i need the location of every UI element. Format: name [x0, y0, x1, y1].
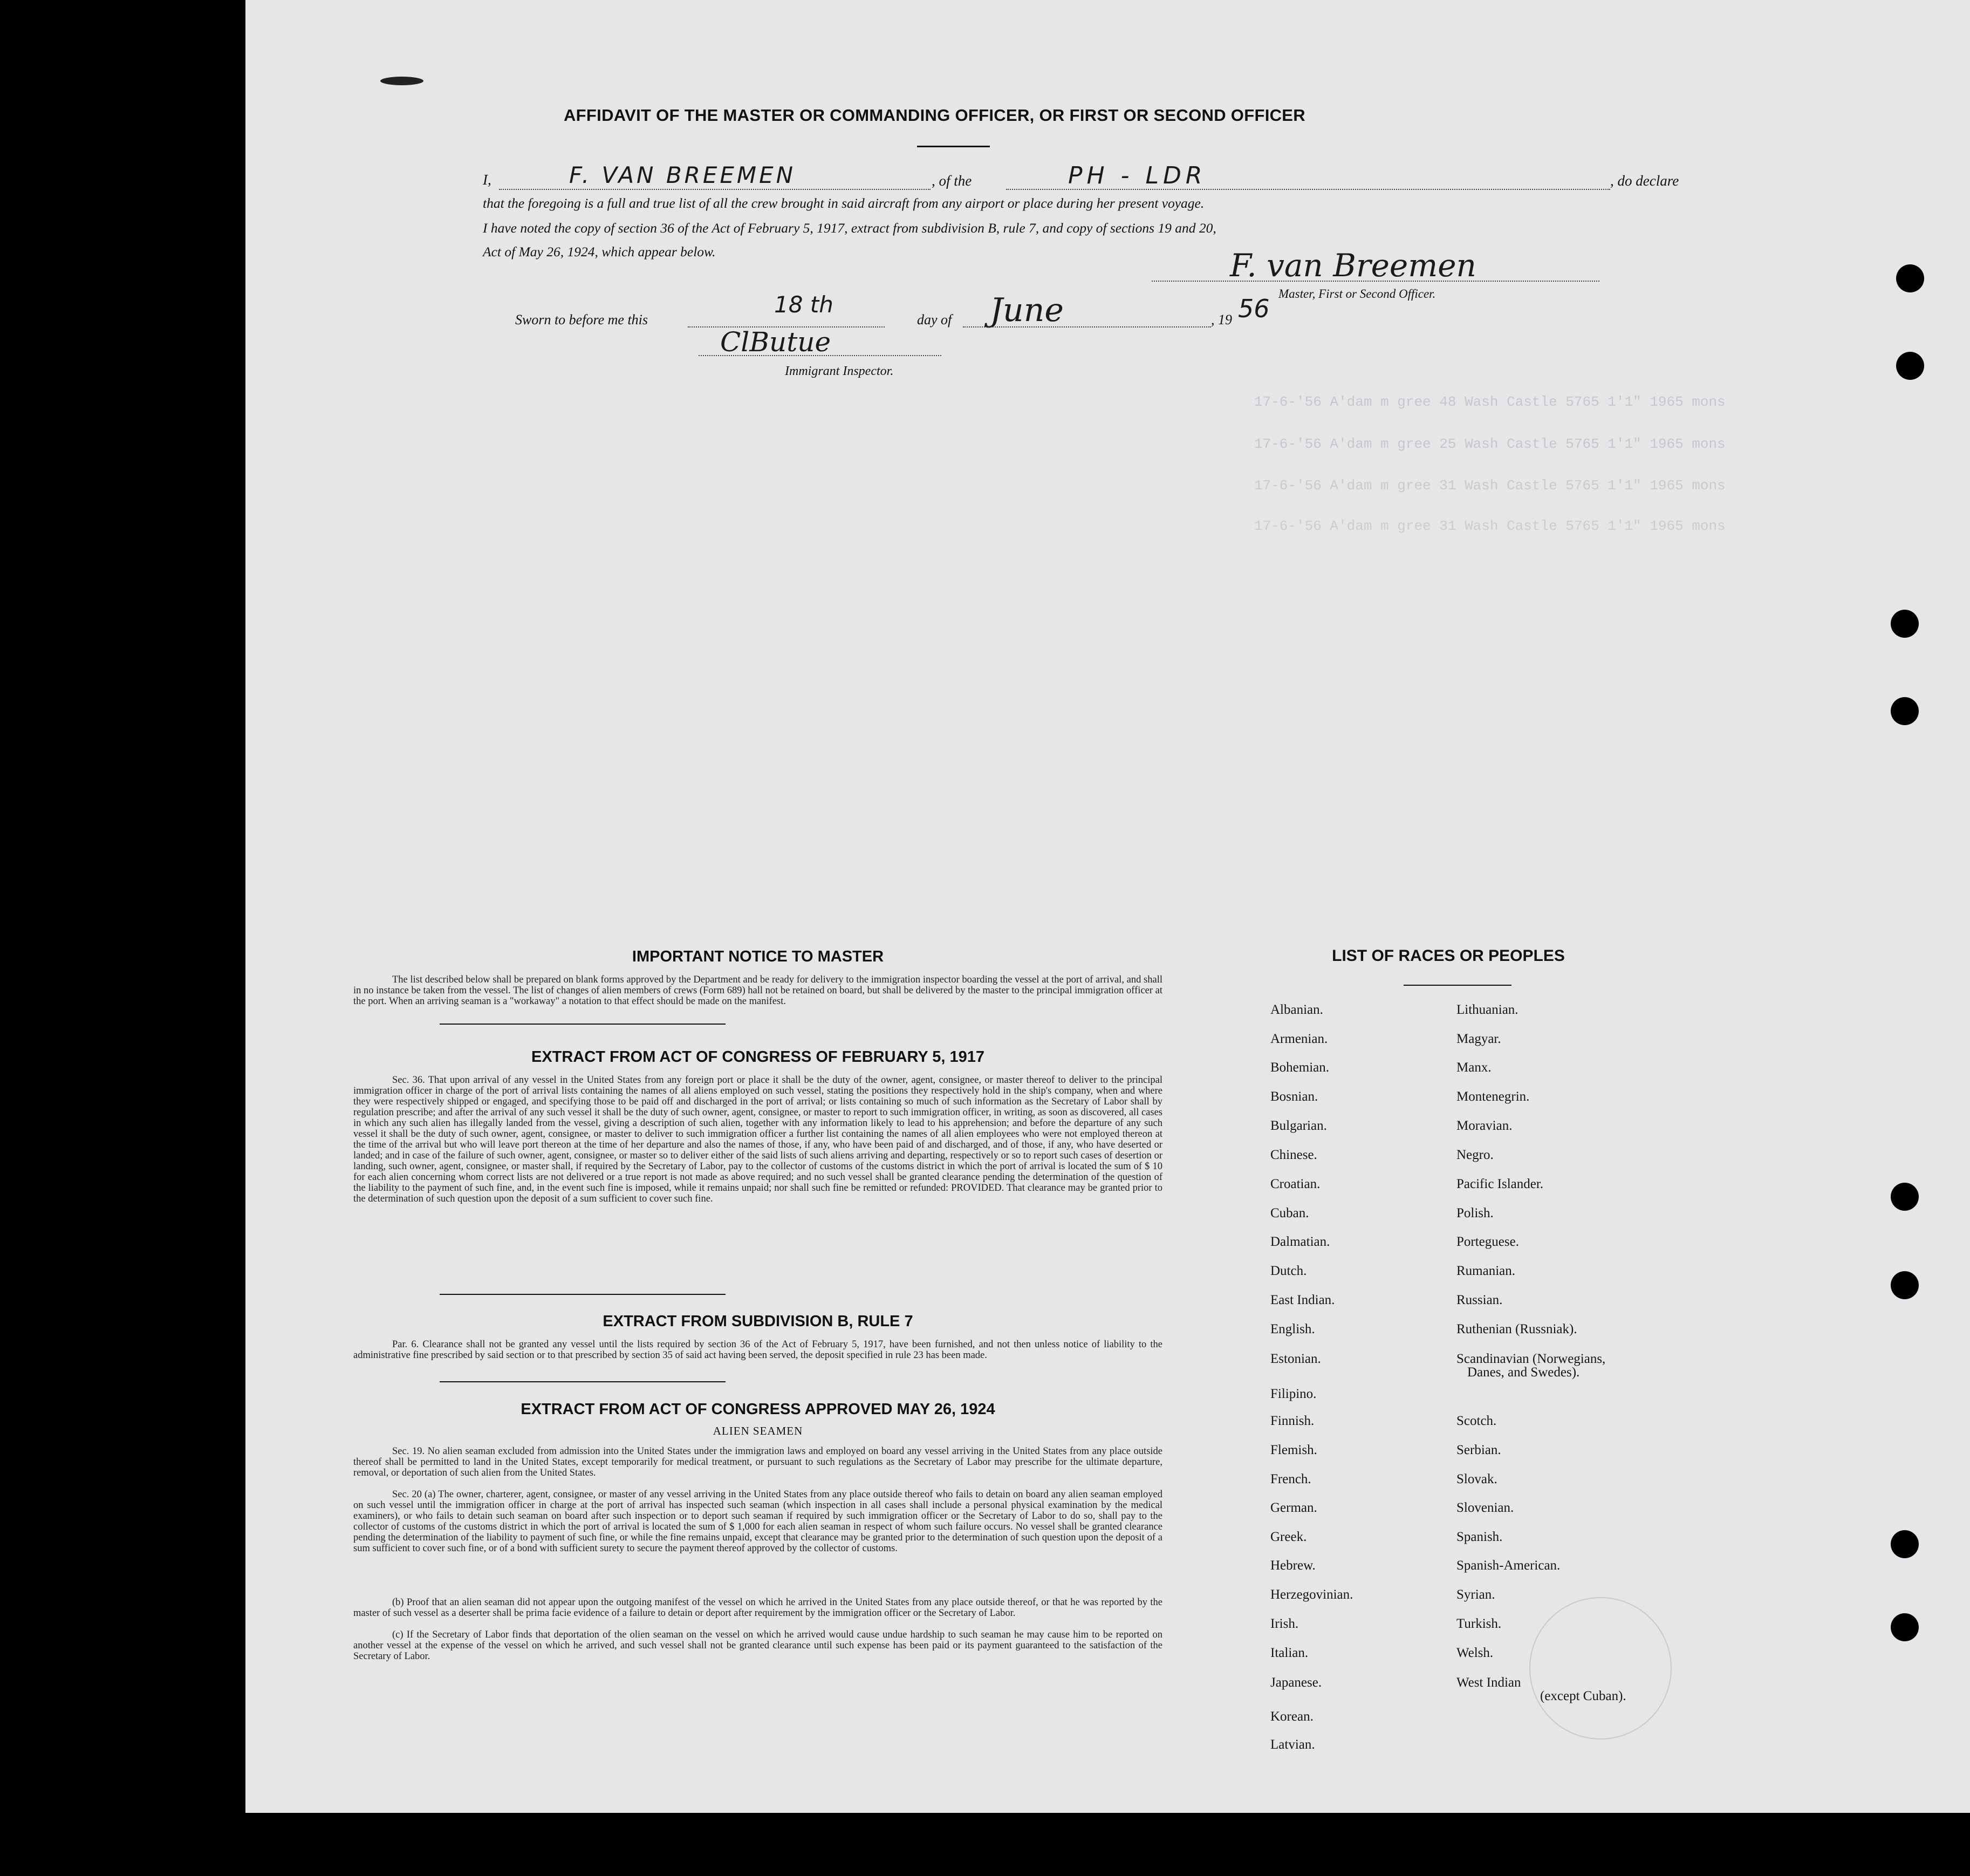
extract-rule7-rule — [440, 1381, 726, 1382]
race-item: Dalmatian. — [1270, 1234, 1330, 1249]
extract-1924-subtitle: ALIEN SEAMEN — [713, 1424, 803, 1437]
race-item: Irish. — [1270, 1616, 1299, 1631]
race-item: Albanian. — [1270, 1002, 1323, 1017]
race-item: Japanese. — [1270, 1675, 1322, 1690]
punch-hole — [1891, 697, 1919, 725]
race-item: Finnish. — [1270, 1414, 1315, 1428]
race-item: Chinese. — [1270, 1148, 1317, 1162]
declaration-line-3: Act of May 26, 1924, which appear below. — [483, 244, 716, 260]
race-item: Pacific Islander. — [1456, 1177, 1544, 1191]
race-item: Armenian. — [1270, 1032, 1328, 1046]
i-label: I, — [483, 172, 491, 188]
punch-hole — [1891, 610, 1919, 638]
inspector-line — [699, 355, 941, 356]
extract-rule7-text: Par. 6. Clearance shall not be granted any vessel until the lists required by section 36 of the Act of February 5, 1917, have been furnished, and not then unless notice of liability to the administrative fine prescribed by said section or to that prescribed by section 35 of said act having been served, the deposit specified in rule 23 has been made. — [353, 1339, 1162, 1361]
bleed-through-text: 17-6-'56 A'dam m gree 31 Wash Castle 5765 1'1" 1965 mons — [1254, 477, 1726, 494]
aircraft-registration: PH - LDR — [1068, 162, 1207, 189]
race-item: Lithuanian. — [1456, 1002, 1518, 1017]
master-name-line — [499, 189, 931, 190]
race-item: Montenegrin. — [1456, 1089, 1530, 1104]
race-item: Bulgarian. — [1270, 1118, 1327, 1133]
race-item: Bohemian. — [1270, 1060, 1330, 1075]
race-item: Welsh. — [1456, 1646, 1494, 1660]
race-item: Porteguese. — [1456, 1234, 1519, 1249]
document-page — [245, 0, 1970, 1813]
master-signature: F. van Breemen — [1230, 247, 1476, 284]
race-item: Rumanian. — [1456, 1264, 1516, 1278]
race-item: Spanish. — [1456, 1530, 1503, 1544]
bleed-through-text: 17-6-'56 A'dam m gree 48 Wash Castle 5765 1'1" 1965 mons — [1254, 394, 1726, 410]
punch-hole — [1896, 264, 1924, 292]
race-item: (except Cuban). — [1540, 1689, 1626, 1703]
race-item: English. — [1270, 1322, 1315, 1336]
race-item: Estonian. — [1270, 1352, 1321, 1366]
race-item: Syrian. — [1456, 1587, 1495, 1602]
race-item: Herzegovinian. — [1270, 1587, 1353, 1602]
notice-rule — [440, 1024, 726, 1025]
race-item: Slovak. — [1456, 1472, 1497, 1486]
race-item: Magyar. — [1456, 1032, 1501, 1046]
race-item: Manx. — [1456, 1060, 1492, 1075]
race-item: Latvian. — [1270, 1737, 1315, 1752]
year-prefix: , 19 — [1211, 312, 1232, 328]
sworn-year: 56 — [1238, 294, 1270, 323]
races-title-rule — [1404, 985, 1511, 986]
signature-caption: Master, First or Second Officer. — [1278, 287, 1436, 301]
punch-hole — [1891, 1271, 1919, 1299]
bleed-through-text: 17-6-'56 A'dam m gree 31 Wash Castle 5765 1'1" 1965 mons — [1254, 518, 1726, 534]
race-item: Danes, and Swedes). — [1467, 1365, 1580, 1380]
race-item: Croatian. — [1270, 1177, 1321, 1191]
race-item: Italian. — [1270, 1646, 1309, 1660]
race-item: Cuban. — [1270, 1206, 1309, 1220]
ink-mark — [380, 77, 423, 85]
race-item: East Indian. — [1270, 1293, 1335, 1307]
declaration-line-1: that the foregoing is a full and true list of all the crew brought in said aircraft from any airport or place during her present voyage. — [483, 195, 1205, 211]
day-of-label: day of — [917, 312, 952, 328]
race-item: Negro. — [1456, 1148, 1494, 1162]
extract-1917-rule — [440, 1294, 726, 1295]
race-item: Dutch. — [1270, 1264, 1307, 1278]
punch-hole — [1896, 352, 1924, 380]
extract-1917-text: Sec. 36. That upon arrival of any vessel in the United States from any foreign port or place it shall be the duty of the owner, agent, consignee, or master thereof to deliver to the principal immigration officer in charge of the port of arrival lists containing the names of all aliens employed on such vessel, stating the positions they respectively hold in the ship's company, when and where they were respectively shipped or engaged, and specifying those to be paid off and discharged in the port of arrival; or lists containing so much of such information as the Secretary of Labor shall by regulation prescribe; and after the arrival of any such vessel it shall be the duty of such owner, agent, consignee, or master to report to such immigration officer, in writing, as soon as discovered, all cases in which any such alien has illegally landed from the vessel, giving a description of such alien, together with any information likely to lead to his apprehension; and before the departure of any such vessel it shall be the duty of such owner, agent, consignee, or master to deliver to such immigration officer a further list containing the names of all alien employees who were not employed thereon at the time of the arrival but who will leave port thereon at the time of her departure and also the names of those, if any, who have been paid of and discharged, and of those, if any, who have deserted or landed; and in case of the failure of such owner, agent, consignee, or master so to deliver either of the said lists of such aliens arriving and departing, respectively or so to report such cases of desertion or landing, such owner, agent, consignee, or master shall, if required by the Secretary of Labor, pay to the collector of customs of the customs district in which the port of arrival is located the sum of $ 10 for each alien concerning whom correct lists are not delivered or a true report is not made as above required; and no such vessel shall be granted clearance pending the determination of the question of the liability to the payment of such fine, and, in the event such fine is imposed, while it remains unpaid; nor shall such fine be remitted or refunded: PROVIDED. That clearance may be granted prior to the determination of such question upon the deposit of a sum sufficient to cover such fine. — [353, 1075, 1162, 1204]
extract-1924-sec20a: Sec. 20 (a) The owner, charterer, agent, consignee, or master of any vessel arriving in the United States from any place outside thereof who fails to detain on board any alien seaman employed on such vessel until the immigration officer in charge at the port of arrival has inspected such seaman (which inspection in all cases shall include a personal physical examination by the medical examiners), or who fails to detain such seaman on board after such inspection or to deport such seaman if required by such immigration officer or the Secretary of Labor to do so, shall pay to the collector of customs of the customs district in which the port of arrival is located the sum of $ 1,000 for each alien seaman in respect of whom such failure occurs. No vessel shall be granted clearance pending the determination of the liability to payment of such fine, or while the fine remains unpaid, except that clearance may be granted prior to the determination of such question upon the deposit of a sum sufficient to cover such fine, or of a bond with sufficient surety to secure the payment thereof approved by the collector of customs. — [353, 1489, 1162, 1554]
punch-hole — [1891, 1613, 1919, 1641]
race-item: Serbian. — [1456, 1443, 1501, 1457]
sworn-month-line — [963, 326, 1211, 328]
race-item: Ruthenian (Russniak). — [1456, 1322, 1577, 1336]
sworn-month: June — [990, 291, 1064, 329]
master-name: F. VAN BREEMEN — [569, 162, 796, 188]
declaration-line-2: I have noted the copy of section 36 of the Act of February 5, 1917, extract from subdivision B, rule 7, and copy of sections 19 and 20, — [483, 220, 1216, 236]
extract-1924-sec20c: (c) If the Secretary of Labor finds that deportation of the olien seaman on the vessel on which he arrived would cause undue hardship to such seaman he may cause him to be reported on another vessel at the expense of the vessel on which he arrived, and such vessel shall not be granted clearance until such expense has been paid or its payment guaranteed to the satisfaction of the Secretary of Labor. — [353, 1629, 1162, 1662]
race-item: Slovenian. — [1456, 1500, 1514, 1515]
race-item: Greek. — [1270, 1530, 1307, 1544]
race-item: West Indian — [1456, 1675, 1521, 1690]
extract-1924-sec19: Sec. 19. No alien seaman excluded from admission into the United States under the immigration laws and employed on board any vessel arriving in the United States from any place outside thereof shall be permitted to land in the United States, except temporarily for medical treatment, or pursuant to such regulations as the Secretary of Labor may prescribe for the ultimate departure, removal, or deportation of such alien from the United States. — [353, 1446, 1162, 1478]
race-item: French. — [1270, 1472, 1311, 1486]
master-signature-line — [1152, 281, 1599, 282]
punch-hole — [1891, 1530, 1919, 1558]
race-item: Korean. — [1270, 1709, 1314, 1724]
race-item: Spanish-American. — [1456, 1558, 1561, 1573]
race-item: Moravian. — [1456, 1118, 1513, 1133]
punch-hole — [1891, 1183, 1919, 1211]
extract-1924-sec20b: (b) Proof that an alien seaman did not appear upon the outgoing manifest of the vessel on which he arrived in the United States from any place outside thereof, or that he was reported by the master of such vessel as a deserter shall be prima facie evidence of a failure to detain or deport after requirement by the immigration officer or the Secretary of Labor. — [353, 1597, 1162, 1619]
notice-text: The list described below shall be prepared on blank forms approved by the Department and be ready for delivery to the immigration inspector boarding the vessel at the port of arrival, and shall in no instance be taken from the vessel. The list of changes of alien members of crews (Form 689) hall not be retained on board, but shall be delivered by the master to the principal immigration officer at the port. When an arriving seaman is a "workaway" a notation to that effect should be made on the manifest. — [353, 974, 1162, 1007]
extract-1924-title: EXTRACT FROM ACT OF CONGRESS APPROVED MAY 26, 1924 — [521, 1401, 995, 1418]
races-title: LIST OF RACES OR PEOPLES — [1332, 947, 1565, 965]
aircraft-line — [1006, 189, 1610, 190]
race-item: German. — [1270, 1500, 1317, 1515]
sworn-label: Sworn to before me this — [515, 312, 648, 328]
extract-1917-title: EXTRACT FROM ACT OF CONGRESS OF FEBRUARY 5, 1917 — [531, 1048, 985, 1066]
bleed-through-text: 17-6-'56 A'dam m gree 25 Wash Castle 5765 1'1" 1965 mons — [1254, 436, 1726, 452]
inspector-signature: ClButue — [720, 326, 831, 358]
inspector-caption: Immigrant Inspector. — [785, 364, 894, 378]
race-item: Filipino. — [1270, 1387, 1317, 1401]
of-the-label: , of the — [932, 173, 972, 189]
affidavit-title: AFFIDAVIT OF THE MASTER OR COMMANDING OFFICER, OR FIRST OR SECOND OFFICER — [564, 106, 1305, 125]
extract-rule7-title: EXTRACT FROM SUBDIVISION B, RULE 7 — [603, 1313, 913, 1330]
race-item: Hebrew. — [1270, 1558, 1316, 1573]
race-item: Scandinavian (Norwegians, — [1456, 1352, 1606, 1366]
faint-stamp — [1529, 1597, 1672, 1739]
race-item: Polish. — [1456, 1206, 1494, 1220]
notice-title: IMPORTANT NOTICE TO MASTER — [632, 948, 884, 965]
affidavit-title-rule — [917, 146, 990, 147]
sworn-day: 18 th — [774, 291, 833, 318]
race-item: Russian. — [1456, 1293, 1503, 1307]
race-item: Bosnian. — [1270, 1089, 1318, 1104]
race-item: Flemish. — [1270, 1443, 1317, 1457]
do-declare-label: , do declare — [1610, 173, 1679, 189]
race-item: Scotch. — [1456, 1414, 1497, 1428]
race-item: Turkish. — [1456, 1616, 1502, 1631]
